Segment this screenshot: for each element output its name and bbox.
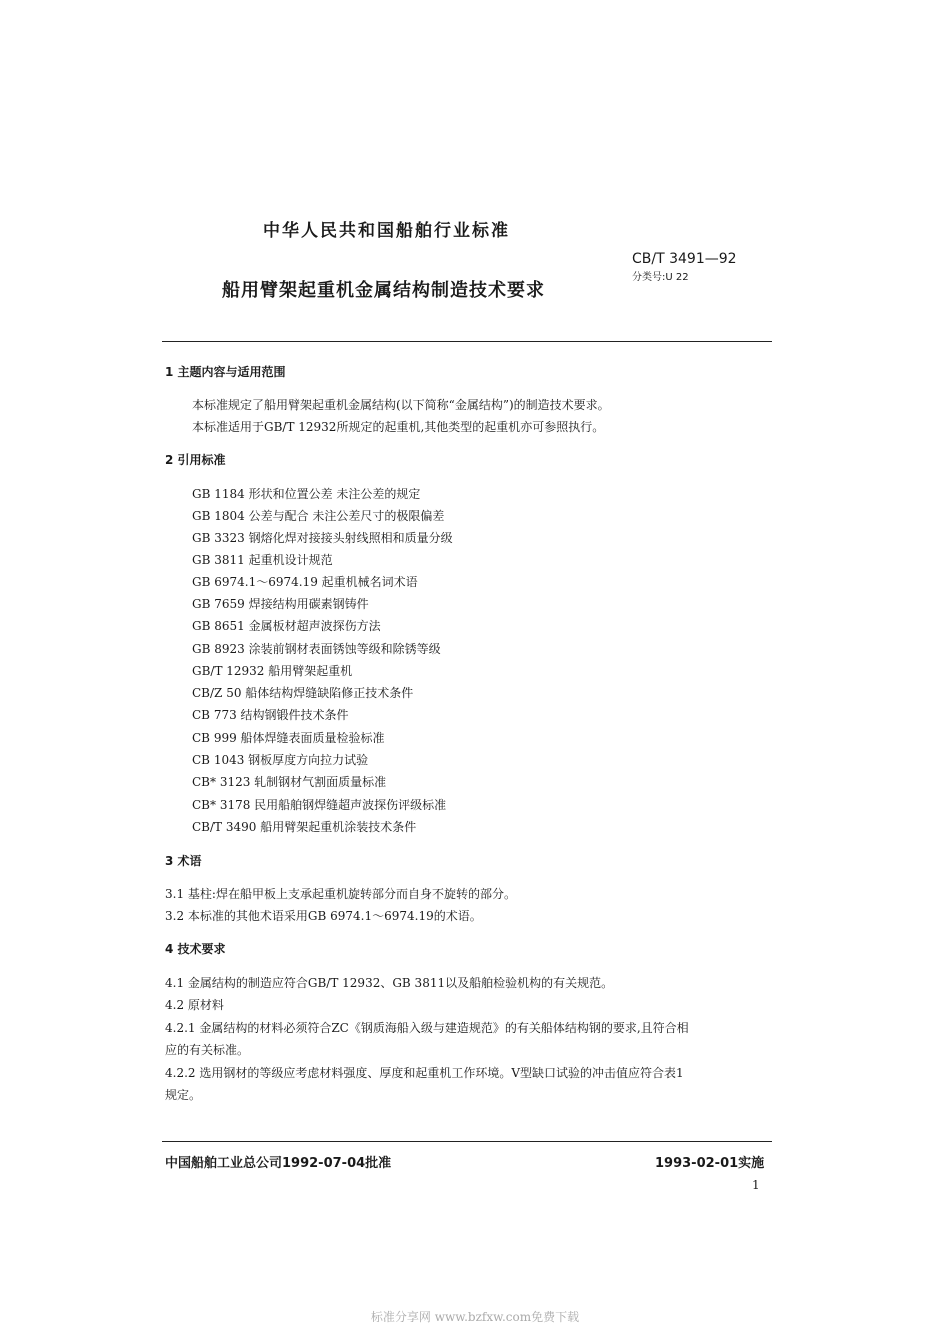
section-1-heading: 1 主题内容与适用范围 bbox=[165, 365, 286, 379]
footer-divider bbox=[162, 1141, 772, 1142]
reference-item: CB 773 结构钢锻件技术条件 bbox=[192, 708, 349, 722]
reference-item: GB 3811 起重机设计规范 bbox=[192, 553, 333, 567]
section-3-heading: 3 术语 bbox=[165, 854, 202, 868]
reference-item: CB 999 船体焊缝表面质量检验标准 bbox=[192, 731, 385, 745]
section-1-paragraph-1: 本标准规定了船用臂架起重机金属结构(以下简称“金属结构”)的制造技术要求。 bbox=[192, 398, 610, 412]
clause-4-2-2-line-2: 规定。 bbox=[165, 1088, 202, 1102]
clause-3-1: 3.1 基柱:焊在船甲板上支承起重机旋转部分而自身不旋转的部分。 bbox=[165, 887, 516, 901]
page-number: 1 bbox=[752, 1178, 760, 1192]
reference-item: GB 8923 涂装前钢材表面锈蚀等级和除锈等级 bbox=[192, 642, 441, 656]
standard-code: CB/T 3491—92 bbox=[632, 251, 737, 267]
clause-4-2-1-line-2: 应的有关标准。 bbox=[165, 1043, 250, 1057]
reference-item: GB 8651 金属板材超声波探伤方法 bbox=[192, 619, 381, 633]
classification-number: 分类号:U 22 bbox=[632, 272, 689, 283]
reference-item: GB 6974.1～6974.19 起重机械名词术语 bbox=[192, 575, 418, 589]
reference-item: CB* 3178 民用船舶钢焊缝超声波探伤评级标准 bbox=[192, 798, 447, 812]
reference-item: GB 1184 形状和位置公差 未注公差的规定 bbox=[192, 487, 421, 501]
clause-4-2: 4.2 原材料 bbox=[165, 998, 224, 1012]
section-4-heading: 4 技术要求 bbox=[165, 942, 226, 956]
reference-item: CB* 3123 轧制钢材气割面质量标准 bbox=[192, 775, 387, 789]
reference-item: GB/T 12932 船用臂架起重机 bbox=[192, 664, 353, 678]
reference-item: CB/T 3490 船用臂架起重机涂装技术条件 bbox=[192, 820, 417, 834]
section-1-paragraph-2: 本标准适用于GB/T 12932所规定的起重机,其他类型的起重机亦可参照执行。 bbox=[192, 420, 605, 434]
clause-3-2: 3.2 本标准的其他术语采用GB 6974.1～6974.19的术语。 bbox=[165, 909, 482, 923]
reference-item: CB/Z 50 船体结构焊缝缺陷修正技术条件 bbox=[192, 686, 414, 700]
clause-4-2-1-line-1: 4.2.1 金属结构的材料必须符合ZC《钢质海船入级与建造规范》的有关船体结构钢的要求,且符合相 bbox=[165, 1021, 689, 1035]
reference-item: GB 1804 公差与配合 未注公差尺寸的极限偏差 bbox=[192, 509, 445, 523]
watermark-text: 标准分享网 www.bzfxw.com免费下载 bbox=[370, 1310, 580, 1324]
reference-item: GB 7659 焊接结构用碳素钢铸件 bbox=[192, 597, 369, 611]
approval-line: 中国船舶工业总公司1992-07-04批准 bbox=[165, 1156, 392, 1171]
header-divider bbox=[162, 341, 772, 342]
reference-item: CB 1043 钢板厚度方向拉力试验 bbox=[192, 753, 369, 767]
clause-4-1: 4.1 金属结构的制造应符合GB/T 12932、GB 3811以及船舶检验机构的有关规范。 bbox=[165, 976, 614, 990]
issuing-organization: 中华人民共和国船舶行业标准 bbox=[263, 221, 510, 241]
document-title: 船用臂架起重机金属结构制造技术要求 bbox=[222, 280, 545, 301]
clause-4-2-2-line-1: 4.2.2 选用钢材的等级应考虑材料强度、厚度和起重机工作环境。V型缺口试验的冲击值应符合表1 bbox=[165, 1066, 684, 1080]
effective-date: 1993-02-01实施 bbox=[655, 1156, 765, 1171]
reference-item: GB 3323 钢熔化焊对接接头射线照相和质量分级 bbox=[192, 531, 453, 545]
section-2-heading: 2 引用标准 bbox=[165, 453, 226, 467]
